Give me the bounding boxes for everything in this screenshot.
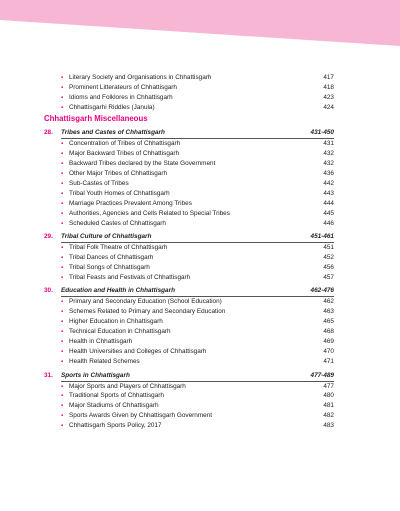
toc-entry[interactable] — [0, 139, 400, 149]
entry-page: 480 — [323, 392, 334, 400]
toc-entry[interactable] — [0, 317, 400, 327]
chapter-title: Tribes and Castes of Chhattisgarh — [61, 129, 165, 136]
bullet-icon: ▪ — [61, 264, 64, 271]
entry-title: Concentration of Tribes of Chhattisgarh — [69, 140, 181, 147]
entry-title: Prominent Litterateurs of Chhattisgarh — [69, 84, 177, 91]
chapter-page-range: 477-489 — [310, 371, 334, 379]
toc-entry[interactable] — [0, 273, 400, 283]
entry-title: Major Sports and Players of Chhattisgarh — [69, 382, 186, 390]
entry-page: 418 — [323, 84, 334, 91]
toc-entry[interactable] — [0, 219, 400, 229]
toc-entry[interactable] — [0, 357, 400, 367]
entry-page: 482 — [323, 412, 334, 420]
toc-entry[interactable] — [0, 327, 400, 337]
banner-shape — [0, 0, 400, 46]
chapter-heading[interactable] — [0, 286, 400, 296]
entry-page: 445 — [323, 209, 334, 217]
entry-page: 452 — [323, 254, 334, 261]
bullet-icon: ▪ — [61, 95, 64, 101]
bullet-icon: ▪ — [61, 309, 64, 316]
chapter-heading[interactable] — [0, 128, 400, 138]
bullet-icon: ▪ — [61, 160, 64, 167]
entry-title: Sports Awards Given by Chhattisgarh Government — [69, 412, 213, 420]
bullet-icon: ▪ — [61, 413, 64, 420]
toc-entry[interactable] — [0, 149, 400, 159]
chapter-title: Education and Health in Chhattisgarh — [61, 287, 175, 295]
bullet-icon: ▪ — [61, 403, 64, 410]
entry-title: Tribal Youth Homes of Chhattisgarh — [69, 189, 170, 197]
entry-title: Literary Society and Organisations in Chhattisgarh — [69, 74, 212, 81]
entry-title: Schemes Related to Primary and Secondary Education — [69, 308, 226, 316]
chapter-page-range: 431-450 — [310, 129, 334, 136]
chapter-page-range: 451-461 — [310, 233, 334, 241]
entry-page: 470 — [323, 348, 334, 356]
chapter-title: Sports in Chhattisgarh — [61, 371, 130, 379]
chapter-page-range: 462-476 — [310, 287, 334, 295]
toc-entry[interactable] — [0, 307, 400, 317]
bullet-icon: ▪ — [61, 339, 64, 346]
bullet-icon: ▪ — [61, 85, 64, 91]
chapter-title: Tribal Culture of Chhattisgarh — [61, 233, 152, 241]
entry-title: Tribal Feasts and Festivals of Chhattisgarh — [69, 273, 191, 281]
entry-page: 468 — [323, 328, 334, 336]
chapter-number: 28. — [44, 129, 53, 136]
bullet-icon: ▪ — [61, 423, 64, 430]
entry-page: 442 — [323, 179, 334, 187]
bullet-icon: ▪ — [61, 329, 64, 336]
bullet-icon: ▪ — [61, 75, 64, 81]
entry-page: 477 — [323, 382, 334, 390]
bullet-icon: ▪ — [61, 349, 64, 356]
bullet-icon: ▪ — [61, 393, 64, 400]
entry-title: Primary and Secondary Education (School Education) — [69, 298, 222, 306]
toc-entry[interactable] — [0, 73, 400, 83]
entry-title: Tribal Songs of Chhattisgarh — [69, 263, 150, 271]
chapter-heading[interactable] — [0, 371, 400, 381]
entry-title: Other Major Tribes of Chhattisgarh — [69, 169, 168, 177]
entry-title: Major Backward Tribes of Chhattisgarh — [69, 149, 180, 157]
entry-title: Tribal Dances of Chhattisgarh — [69, 254, 154, 261]
entry-title: Authorities, Agencies and Cells Related to Special Tribes — [69, 209, 230, 217]
entry-page: 432 — [323, 159, 334, 167]
entry-title: Chhattisgarhi Riddles (Janula) — [69, 104, 155, 111]
entry-page: 423 — [323, 94, 334, 101]
entry-title: Sub-Castes of Tribes — [69, 179, 129, 187]
toc-entry[interactable] — [0, 83, 400, 93]
entry-page: 457 — [323, 273, 334, 281]
bullet-icon: ▪ — [61, 170, 64, 177]
entry-title: Health Related Schemes — [69, 358, 140, 366]
entry-page: 446 — [323, 219, 334, 227]
entry-title: Health Universities and Colleges of Chhattisgarh — [69, 348, 207, 356]
entry-page: 481 — [323, 402, 334, 410]
bullet-icon: ▪ — [61, 210, 64, 217]
bullet-icon: ▪ — [61, 319, 64, 326]
entry-page: 451 — [323, 244, 334, 252]
toc-entry[interactable] — [0, 169, 400, 179]
bullet-icon: ▪ — [61, 245, 64, 252]
chapter-number: 29. — [44, 233, 53, 241]
toc-entry[interactable] — [0, 391, 400, 401]
entry-title: Idioms and Folklores in Chhattisgarh — [69, 94, 173, 101]
bullet-icon: ▪ — [61, 180, 64, 187]
chapter-number: 31. — [44, 371, 53, 379]
toc-entry[interactable] — [0, 347, 400, 357]
entry-title: Traditional Sports of Chhattisgarh — [69, 392, 164, 400]
entry-title: Health in Chhattisgarh — [69, 338, 133, 346]
toc-entry[interactable] — [0, 103, 400, 113]
bullet-icon: ▪ — [61, 150, 64, 157]
toc-entry[interactable] — [0, 337, 400, 347]
bullet-icon: ▪ — [61, 220, 64, 227]
entry-page: 456 — [323, 263, 334, 271]
entry-title: Higher Education in Chhattisgarh — [69, 318, 163, 326]
toc-entry[interactable] — [0, 179, 400, 189]
bullet-icon: ▪ — [61, 255, 64, 261]
toc-entry[interactable] — [0, 189, 400, 199]
toc-entry[interactable] — [0, 159, 400, 169]
toc-entry[interactable] — [0, 421, 400, 431]
entry-page: 443 — [323, 189, 334, 197]
toc-entry[interactable] — [0, 411, 400, 421]
entry-title: Marriage Practices Prevalent Among Tribes — [69, 199, 192, 207]
entry-page: 465 — [323, 318, 334, 326]
toc-entry[interactable] — [0, 297, 400, 307]
entry-page: 431 — [323, 140, 334, 147]
entry-page: 436 — [323, 169, 334, 177]
bullet-icon: ▪ — [61, 200, 64, 207]
entry-title: Technical Education in Chhattisgarh — [69, 328, 171, 336]
toc-entry[interactable] — [0, 253, 400, 263]
entry-page: 462 — [323, 298, 334, 306]
entry-page: 471 — [323, 358, 334, 366]
chapter-number: 30. — [44, 287, 53, 295]
entry-page: 483 — [323, 422, 334, 430]
entry-page: 417 — [323, 74, 334, 81]
decorative-banner — [0, 0, 400, 46]
entry-page: 463 — [323, 308, 334, 316]
bullet-icon: ▪ — [61, 190, 64, 197]
entry-title: Scheduled Castes of Chhattisgarh — [69, 219, 166, 227]
toc-entry[interactable] — [0, 401, 400, 411]
bullet-icon: ▪ — [61, 383, 64, 390]
entry-page: 432 — [323, 149, 334, 157]
entry-title: Chhattisgarh Sports Policy, 2017 — [69, 422, 162, 430]
toc-entry[interactable] — [0, 382, 400, 392]
toc-entry[interactable] — [0, 243, 400, 253]
bullet-icon: ▪ — [61, 105, 64, 111]
chapter-heading[interactable] — [0, 232, 400, 242]
entry-page: 444 — [323, 199, 334, 207]
toc-entry[interactable] — [0, 209, 400, 219]
toc-entry[interactable] — [0, 263, 400, 273]
entry-title: Backward Tribes declared by the State Government — [69, 159, 216, 167]
entry-title: Major Stadiums of Chhattisgarh — [69, 402, 159, 410]
entry-title: Tribal Folk Theatre of Chhattisgarh — [69, 244, 168, 252]
toc-entry[interactable] — [0, 199, 400, 209]
toc-entry[interactable] — [0, 93, 400, 103]
section-heading: Chhattisgarh Miscellaneous — [44, 114, 148, 123]
entry-page: 424 — [323, 104, 334, 111]
bullet-icon: ▪ — [61, 359, 64, 366]
bullet-icon: ▪ — [61, 141, 64, 147]
bullet-icon: ▪ — [61, 274, 64, 281]
entry-page: 469 — [323, 338, 334, 346]
bullet-icon: ▪ — [61, 299, 64, 306]
